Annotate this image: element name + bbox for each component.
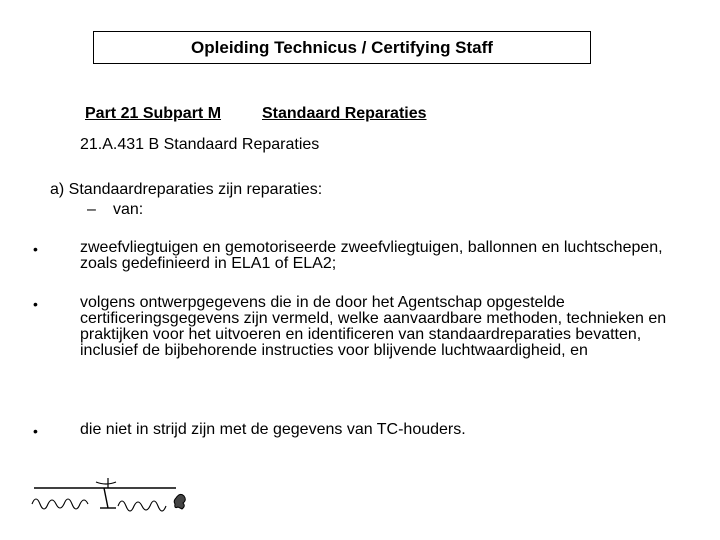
bullet-text-2: volgens ontwerpgegevens die in de door het Agentschap opgestelde certificeringsgegevens zijn vermeld, welke aanvaardbare methoden, technieken en praktijken voor het uitvoeren en identificeren van standaardreparaties bevatten, inclusief de bijbehorende instructies voor blijvende luchtwaardigheid, en [80,294,667,359]
subheading-topic: Standaard Reparaties [262,105,427,122]
bullet-marker: • [33,296,38,312]
intro-dash: – [87,201,96,218]
bullet-text-1: zweefvliegtuigen en gemotoriseerde zweefvliegtuigen, ballonnen en luchtschepen, zoals gedefinieerd in ELA1 of ELA2; [80,239,663,272]
bullet-text-3: die niet in strijd zijn met de gegevens van TC-houders. [80,421,466,438]
glider-logo-icon [26,474,192,518]
section-heading: 21.A.431 B Standaard Reparaties [80,136,320,153]
bullet-marker: • [33,423,38,439]
bullet-marker: • [33,241,38,257]
intro-line-2: van: [113,201,144,218]
intro-line: a) Standaardreparaties zijn reparaties: [50,181,323,198]
page-title-box [93,31,591,64]
page-title: Opleiding Technicus / Certifying Staff [191,37,493,57]
subheading-part: Part 21 Subpart M [85,105,222,122]
